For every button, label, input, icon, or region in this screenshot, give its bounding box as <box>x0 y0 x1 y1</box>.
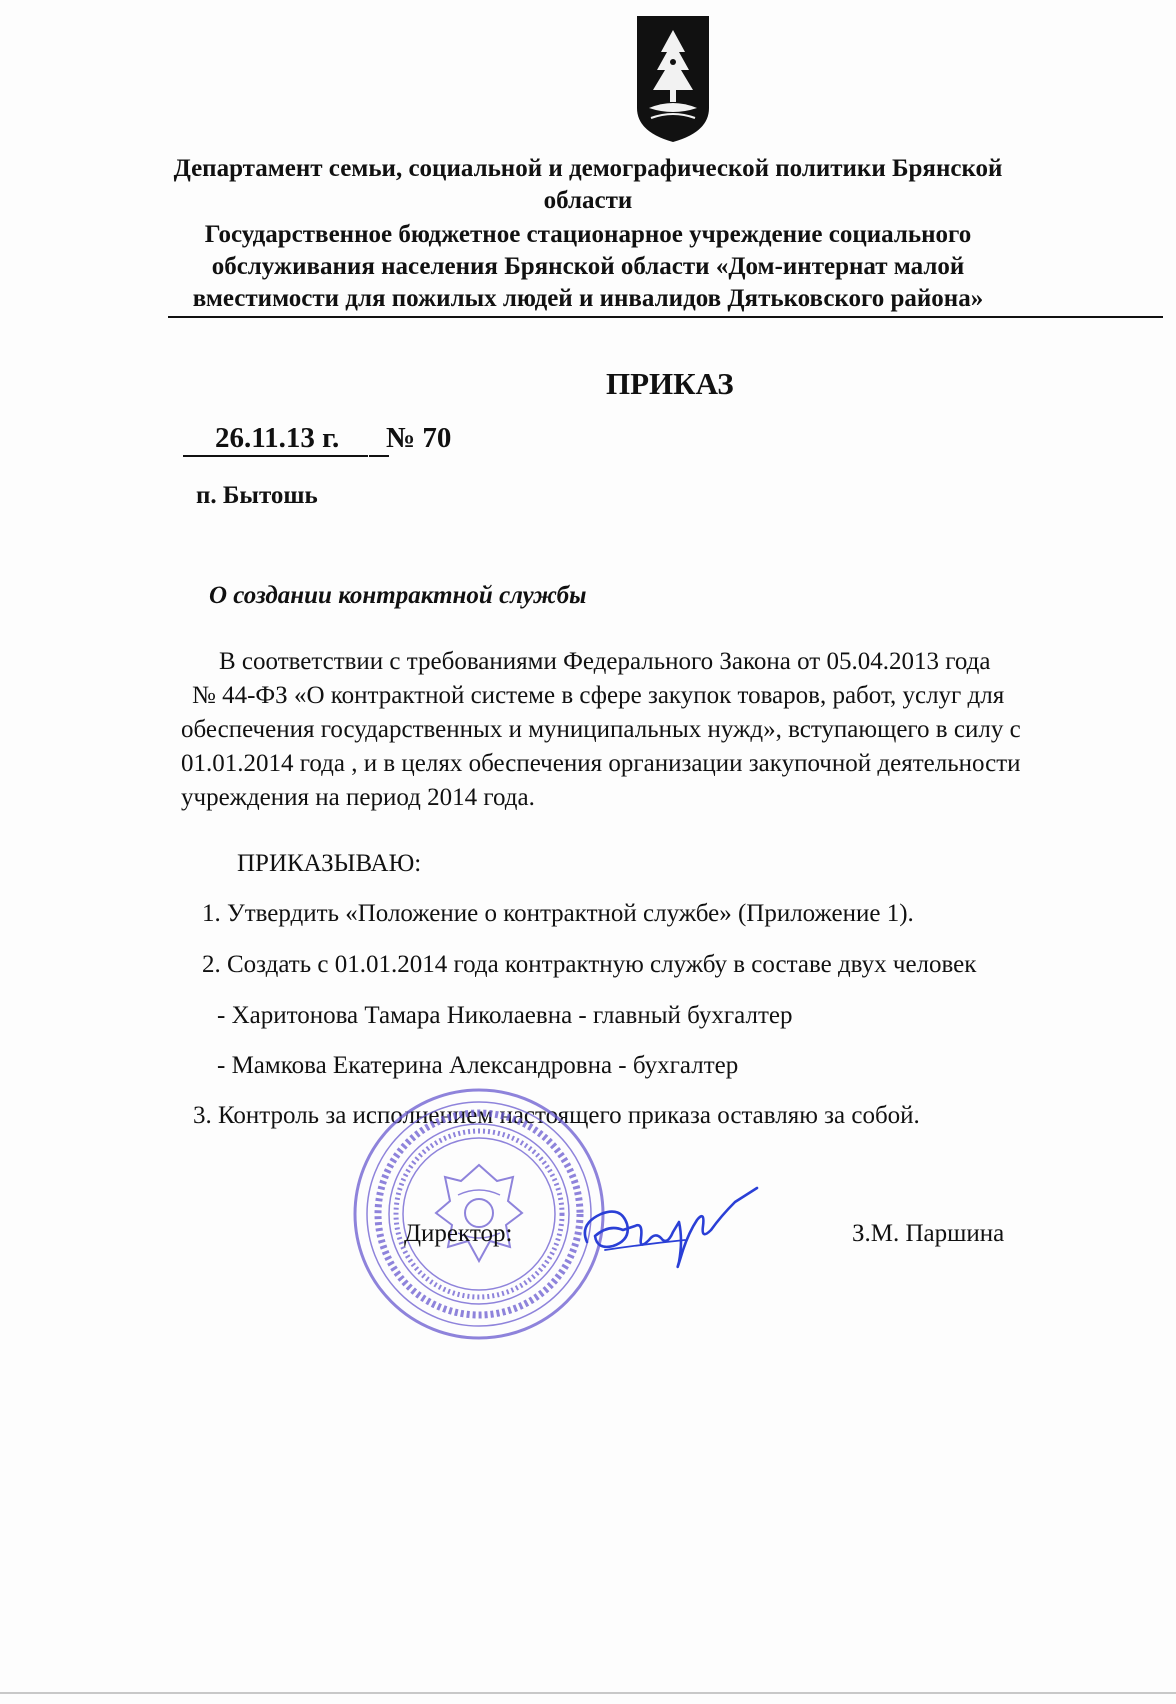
coat-of-arms-icon <box>633 12 713 146</box>
date-underline <box>183 455 368 457</box>
member-1: - Харитонова Тамара Николаевна - главный бухгалтер <box>217 1002 793 1029</box>
department-name-line-1: Департамент семьи, социальной и демографической политики Брянской <box>173 155 1003 182</box>
round-seal-stamp <box>350 1085 608 1343</box>
header-divider <box>168 316 1163 318</box>
signatory-position: Директор: <box>404 1220 513 1247</box>
department-name-line-2: области <box>543 187 633 214</box>
member-2: - Мамкова Екатерина Александровна - бухгалтер <box>217 1052 739 1079</box>
preamble-line-2: № 44-ФЗ «О контрактной системе в сфере закупок товаров, работ, услуг для <box>192 682 1005 709</box>
order-item-1: 1. Утвердить «Положение о контрактной службе» (Приложение 1). <box>202 900 914 927</box>
order-date: 26.11.13 г. <box>215 422 340 454</box>
signatory-name: З.М. Паршина <box>852 1220 1005 1247</box>
preamble-line-1: В соответствии с требованиями Федерального Закона от 05.04.2013 года <box>219 648 991 675</box>
order-item-2: 2. Создать с 01.01.2014 года контрактную службу в составе двух человек <box>202 951 977 978</box>
order-item-3: 3. Контроль за исполнением настоящего приказа оставляю за собой. <box>193 1102 920 1129</box>
order-subject: О создании контрактной службы <box>209 582 587 609</box>
institution-name-line-3: вместимости для пожилых людей и инвалидов Дятьковского района» <box>192 285 984 312</box>
handwritten-signature <box>575 1180 765 1280</box>
order-number: № 70 <box>386 422 452 454</box>
preamble-line-3: обеспечения государственных и муниципальных нужд», вступающего в силу с <box>181 716 1021 743</box>
document-title: ПРИКАЗ <box>606 366 734 401</box>
preamble-line-4: 01.01.2014 года , и в целях обеспечения организации закупочной деятельности <box>181 750 1021 777</box>
preamble-line-5: учреждения на период 2014 года. <box>181 784 535 811</box>
order-place: п. Бытошь <box>196 482 318 509</box>
order-word: ПРИКАЗЫВАЮ: <box>237 850 422 877</box>
number-underline <box>369 455 389 457</box>
institution-name-line-2: обслуживания населения Брянской области «Дом-интернат малой <box>211 253 965 280</box>
institution-name-line-1: Государственное бюджетное стационарное учреждение социального <box>204 221 972 248</box>
scan-edge <box>0 1692 1176 1694</box>
